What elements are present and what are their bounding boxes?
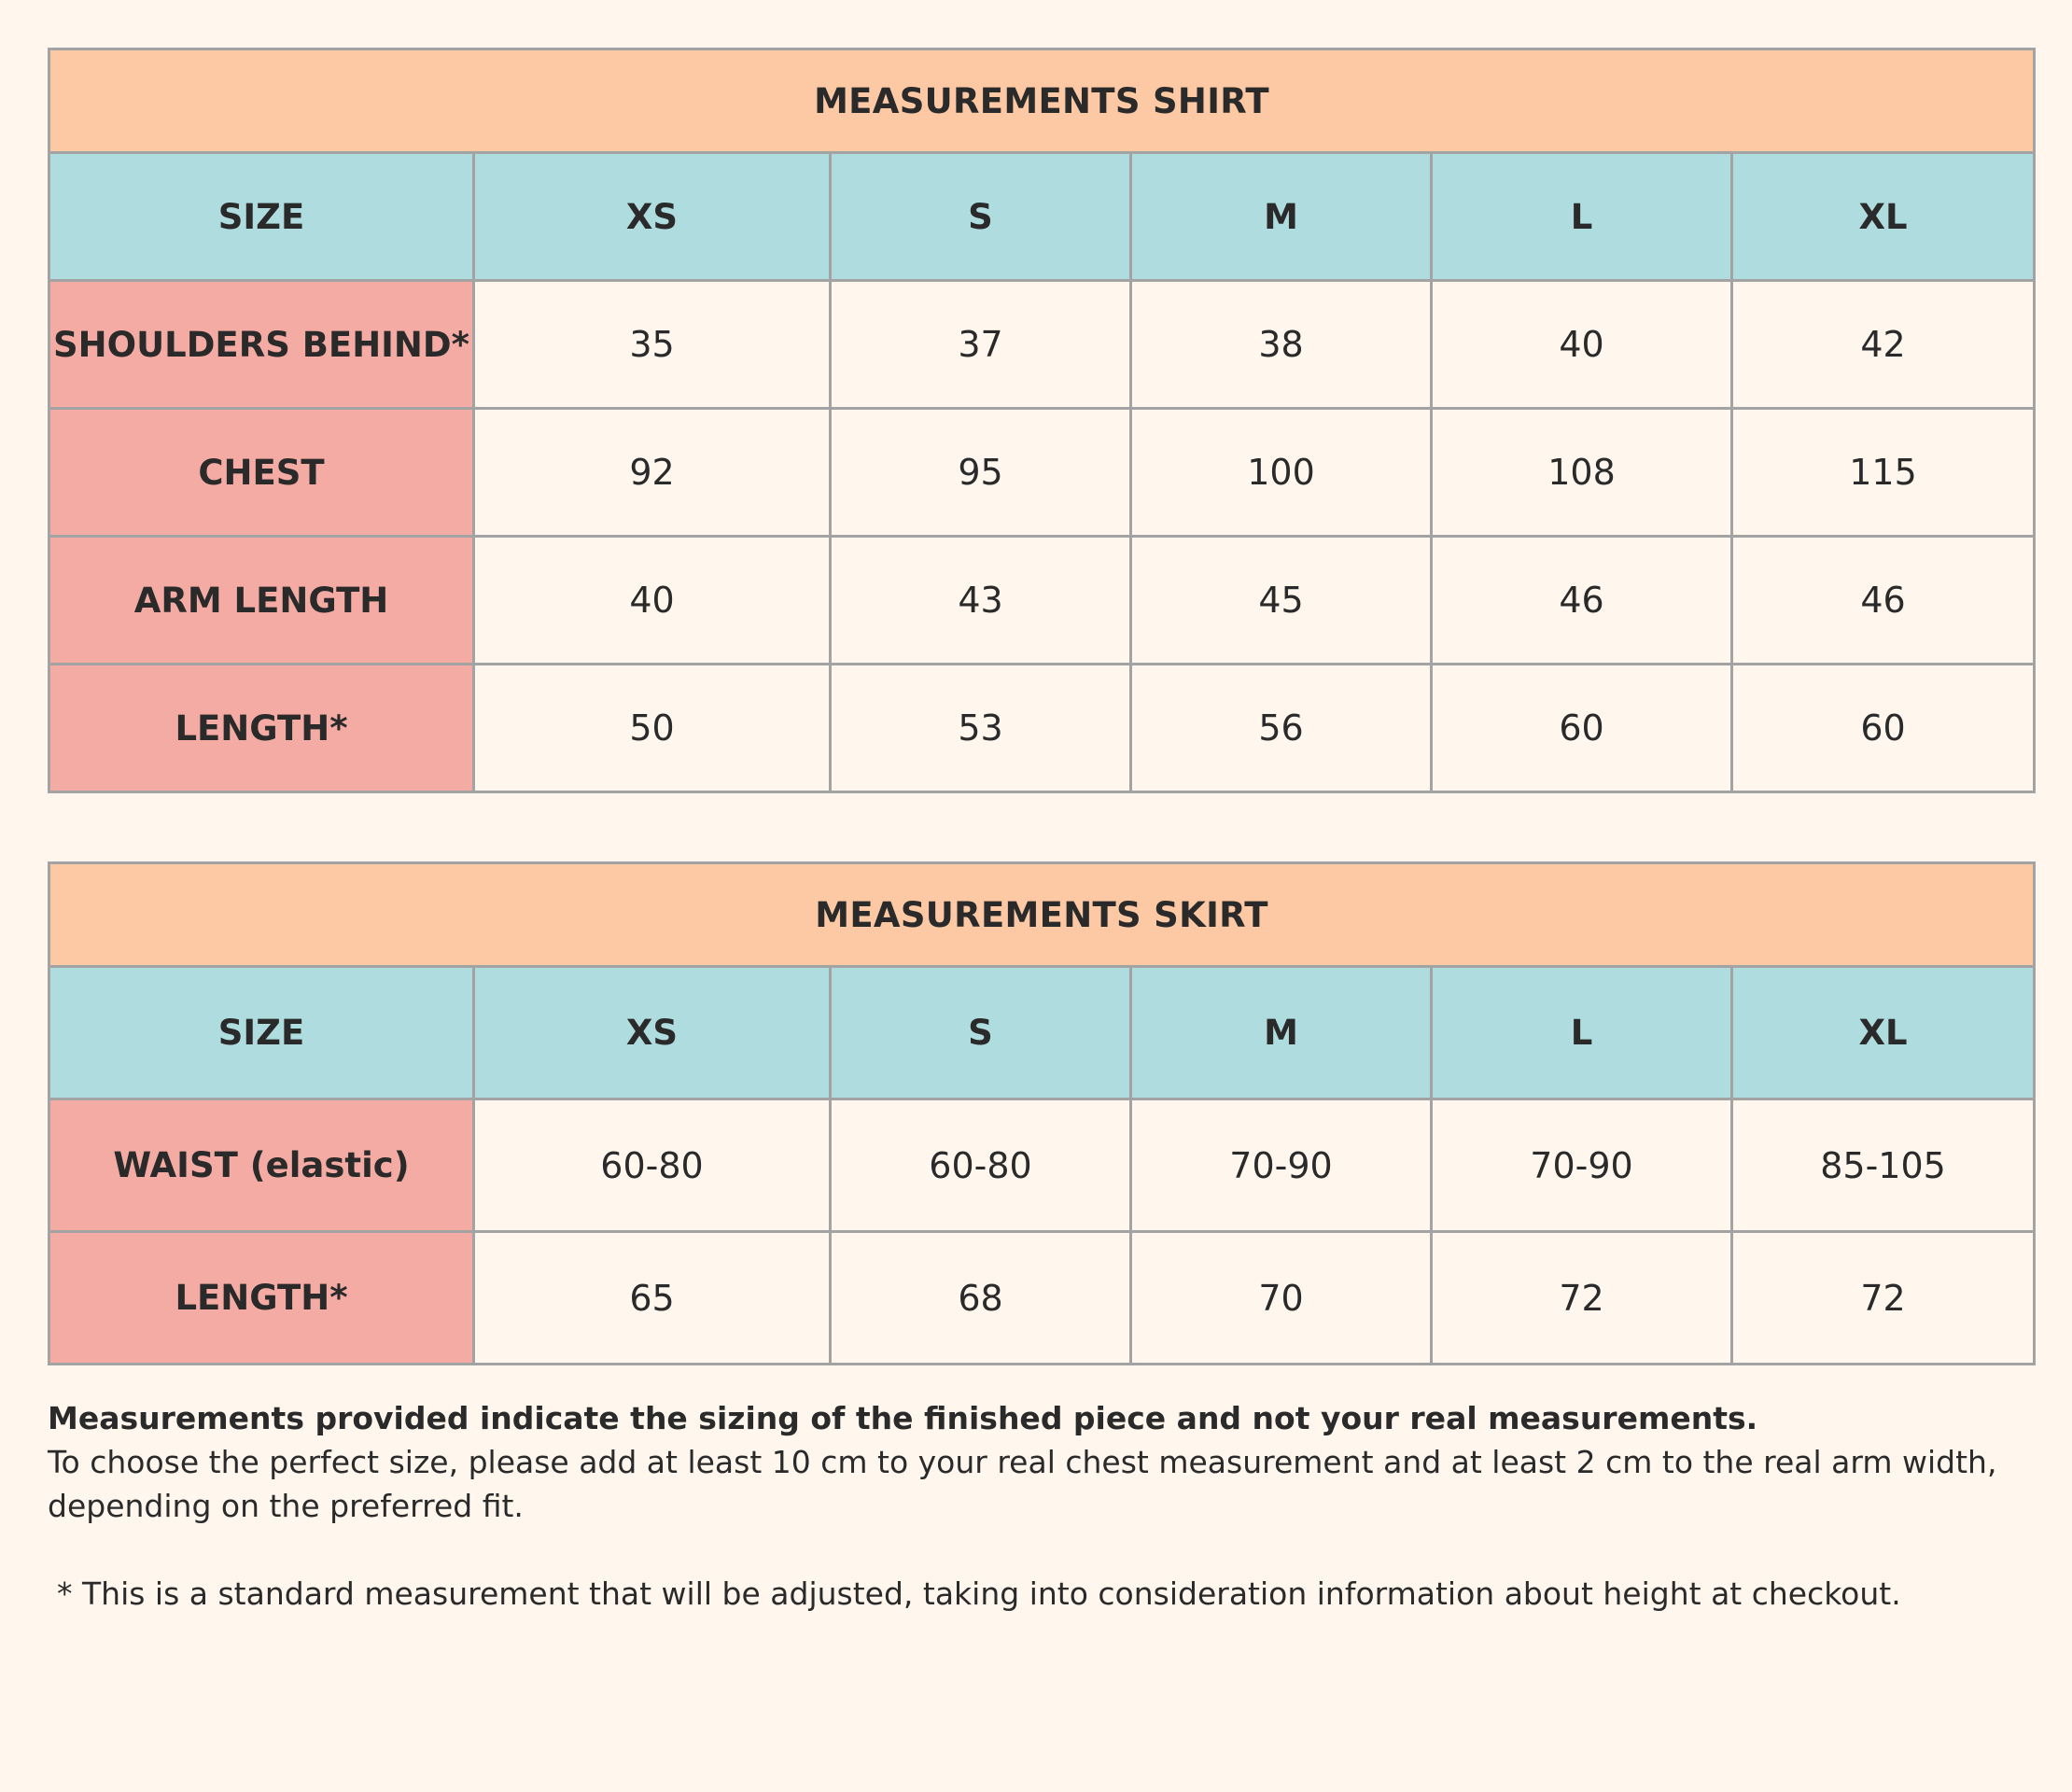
table-cell: 35 [474, 281, 831, 409]
table-row [49, 281, 2035, 409]
table-cell: 70 [1131, 1232, 1432, 1365]
table-row [49, 409, 2035, 537]
row-label: ARM LENGTH [49, 537, 474, 665]
table-row [49, 1232, 2035, 1365]
finished-piece-note: Measurements provided indicate the sizing of the finished piece and not your real measurements. [48, 1400, 1758, 1436]
table-cell: 108 [1432, 409, 1732, 537]
table-cell: 45 [1131, 537, 1432, 665]
table-cell: 60 [1432, 665, 1732, 792]
table-cell: 115 [1732, 409, 2035, 537]
table-cell: 68 [831, 1232, 1131, 1365]
table-cell: 43 [831, 537, 1131, 665]
skirt-table-title: MEASUREMENTS SKIRT [49, 863, 2035, 967]
table-cell: 72 [1732, 1232, 2035, 1365]
table-cell: 60-80 [831, 1099, 1131, 1232]
shirt-size-label: SIZE [49, 153, 474, 281]
table-cell: 92 [474, 409, 831, 537]
skirt-size-m: M [1131, 967, 1432, 1099]
table-cell: 40 [474, 537, 831, 665]
table-cell: 70-90 [1432, 1099, 1732, 1232]
row-label: WAIST (elastic) [49, 1099, 474, 1232]
table-row [49, 537, 2035, 665]
table-cell: 50 [474, 665, 831, 792]
skirt-measurements-table [48, 861, 2036, 1365]
table-cell: 95 [831, 409, 1131, 537]
skirt-size-label: SIZE [49, 967, 474, 1099]
table-row [49, 1099, 2035, 1232]
table-cell: 56 [1131, 665, 1432, 792]
standard-measurement-footnote: * This is a standard measurement that will be adjusted, taking into consideration information about height at checkout. [57, 1575, 1901, 1612]
shirt-table-title: MEASUREMENTS SHIRT [49, 49, 2035, 153]
table-cell: 37 [831, 281, 1131, 409]
row-label: LENGTH* [49, 1232, 474, 1365]
table-cell: 85-105 [1732, 1099, 2035, 1232]
table-cell: 46 [1732, 537, 2035, 665]
skirt-size-xs: XS [474, 967, 831, 1099]
table-cell: 46 [1432, 537, 1732, 665]
shirt-size-m: M [1131, 153, 1432, 281]
shirt-size-xs: XS [474, 153, 831, 281]
row-label: LENGTH* [49, 665, 474, 792]
table-cell: 40 [1432, 281, 1732, 409]
sizing-notes [48, 1396, 2054, 1616]
skirt-size-l: L [1432, 967, 1732, 1099]
table-cell: 72 [1432, 1232, 1732, 1365]
table-cell: 100 [1131, 409, 1432, 537]
table-cell: 42 [1732, 281, 2035, 409]
shirt-size-l: L [1432, 153, 1732, 281]
skirt-size-xl: XL [1732, 967, 2035, 1099]
skirt-header-row [49, 967, 2035, 1099]
shirt-size-s: S [831, 153, 1131, 281]
shirt-header-row [49, 153, 2035, 281]
table-cell: 38 [1131, 281, 1432, 409]
row-label: CHEST [49, 409, 474, 537]
table-cell: 65 [474, 1232, 831, 1365]
table-cell: 60-80 [474, 1099, 831, 1232]
shirt-size-xl: XL [1732, 153, 2035, 281]
skirt-size-s: S [831, 967, 1131, 1099]
table-cell: 70-90 [1131, 1099, 1432, 1232]
table-cell: 53 [831, 665, 1131, 792]
table-cell: 60 [1732, 665, 2035, 792]
table-row [49, 665, 2035, 792]
row-label: SHOULDERS BEHIND* [49, 281, 474, 409]
fit-advice-note: To choose the perfect size, please add at least 10 cm to your real chest measurement and at least 2 cm to the real arm width, depending on the preferred fit. [48, 1444, 1997, 1524]
shirt-measurements-table [48, 48, 2036, 793]
